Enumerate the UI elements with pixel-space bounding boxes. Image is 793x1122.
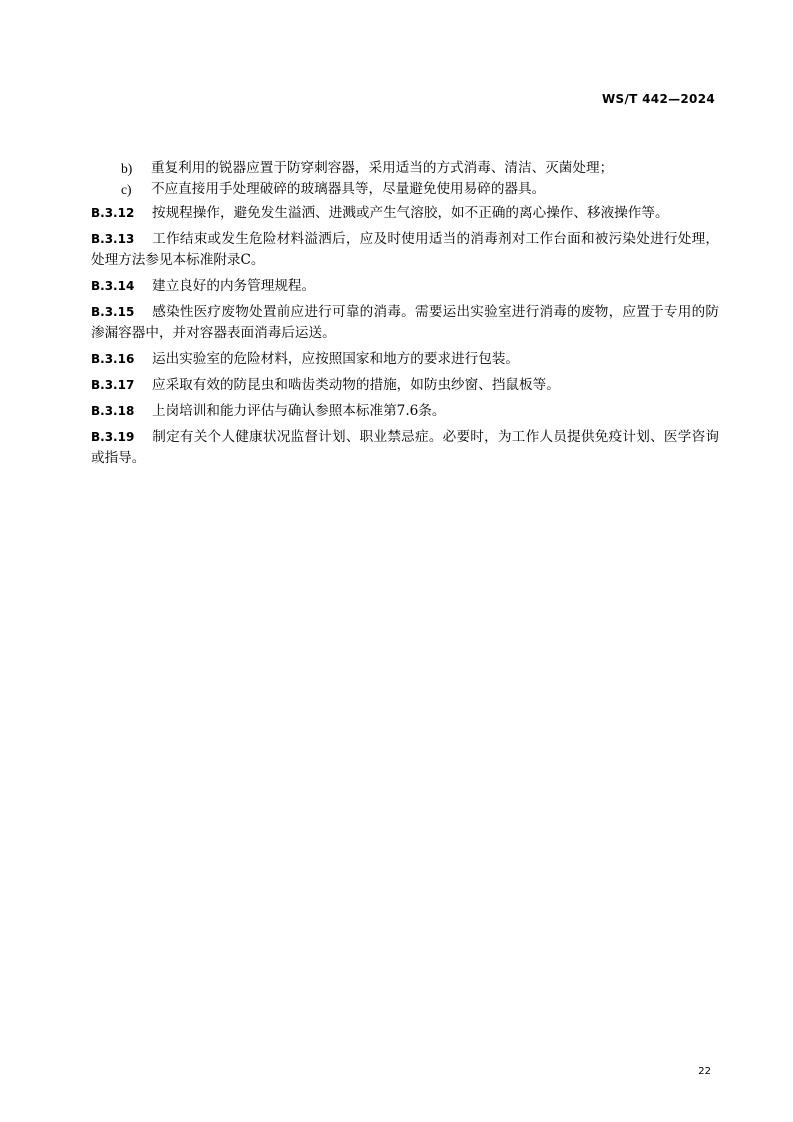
clause-text: 上岗培训和能力评估与确认参照本标准第7.6条。 — [152, 403, 446, 419]
document-standard-code: WS/T 442—2024 — [602, 92, 715, 106]
clause-text: 运出实验室的危险材料，应按照国家和地方的要求进行包装。 — [152, 351, 520, 367]
clause-text: 建立良好的内务管理规程。 — [152, 278, 316, 294]
clause-text: 工作结束或发生危险材料溢洒后，应及时使用适当的消毒剂对工作台面和被污染处进行处理，处理方法参见本标准附录C。 — [91, 231, 719, 268]
clause-number: B.3.14 — [91, 279, 135, 293]
clause-b-3-15 — [91, 302, 719, 344]
clause-number: B.3.19 — [91, 430, 135, 444]
clause-b-3-17 — [91, 375, 719, 396]
list-item-marker: b) — [121, 161, 133, 176]
clause-number: B.3.16 — [91, 352, 135, 366]
clause-b-3-18 — [91, 401, 719, 422]
clause-text: 应采取有效的防昆虫和啮齿类动物的措施，如防虫纱窗、挡鼠板等。 — [152, 377, 560, 393]
list-item — [91, 179, 719, 200]
clause-number: B.3.15 — [91, 305, 135, 319]
clause-b-3-12 — [91, 203, 719, 224]
clause-number: B.3.18 — [91, 404, 135, 418]
clause-number: B.3.13 — [91, 232, 135, 246]
clause-number: B.3.12 — [91, 206, 135, 220]
clause-b-3-14 — [91, 276, 719, 297]
document-body — [91, 158, 719, 469]
clause-b-3-13 — [91, 229, 719, 271]
clause-b-3-16 — [91, 349, 719, 370]
clause-text: 按规程操作，避免发生溢洒、进溅或产生气溶胶，如不正确的离心操作、移液操作等。 — [152, 205, 669, 221]
clause-number: B.3.17 — [91, 378, 135, 392]
list-item-text: 不应直接用手处理破碎的玻璃器具等，尽量避免使用易碎的器具。 — [151, 181, 546, 197]
list-item-marker: c) — [121, 182, 132, 197]
clause-text: 制定有关个人健康状况监督计划、职业禁忌症。必要时，为工作人员提供免疫计划、医学咨询或指导。 — [91, 429, 719, 466]
clause-text: 感染性医疗废物处置前应进行可靠的消毒。需要运出实验室进行消毒的废物，应置于专用的防渗漏容器中，并对容器表面消毒后运送。 — [91, 304, 719, 341]
list-item — [91, 158, 719, 179]
page-number: 22 — [698, 1066, 711, 1077]
list-item-text: 重复利用的锐器应置于防穿刺容器，采用适当的方式消毒、清洁、灭菌处理； — [151, 160, 614, 176]
clause-b-3-19 — [91, 427, 719, 469]
